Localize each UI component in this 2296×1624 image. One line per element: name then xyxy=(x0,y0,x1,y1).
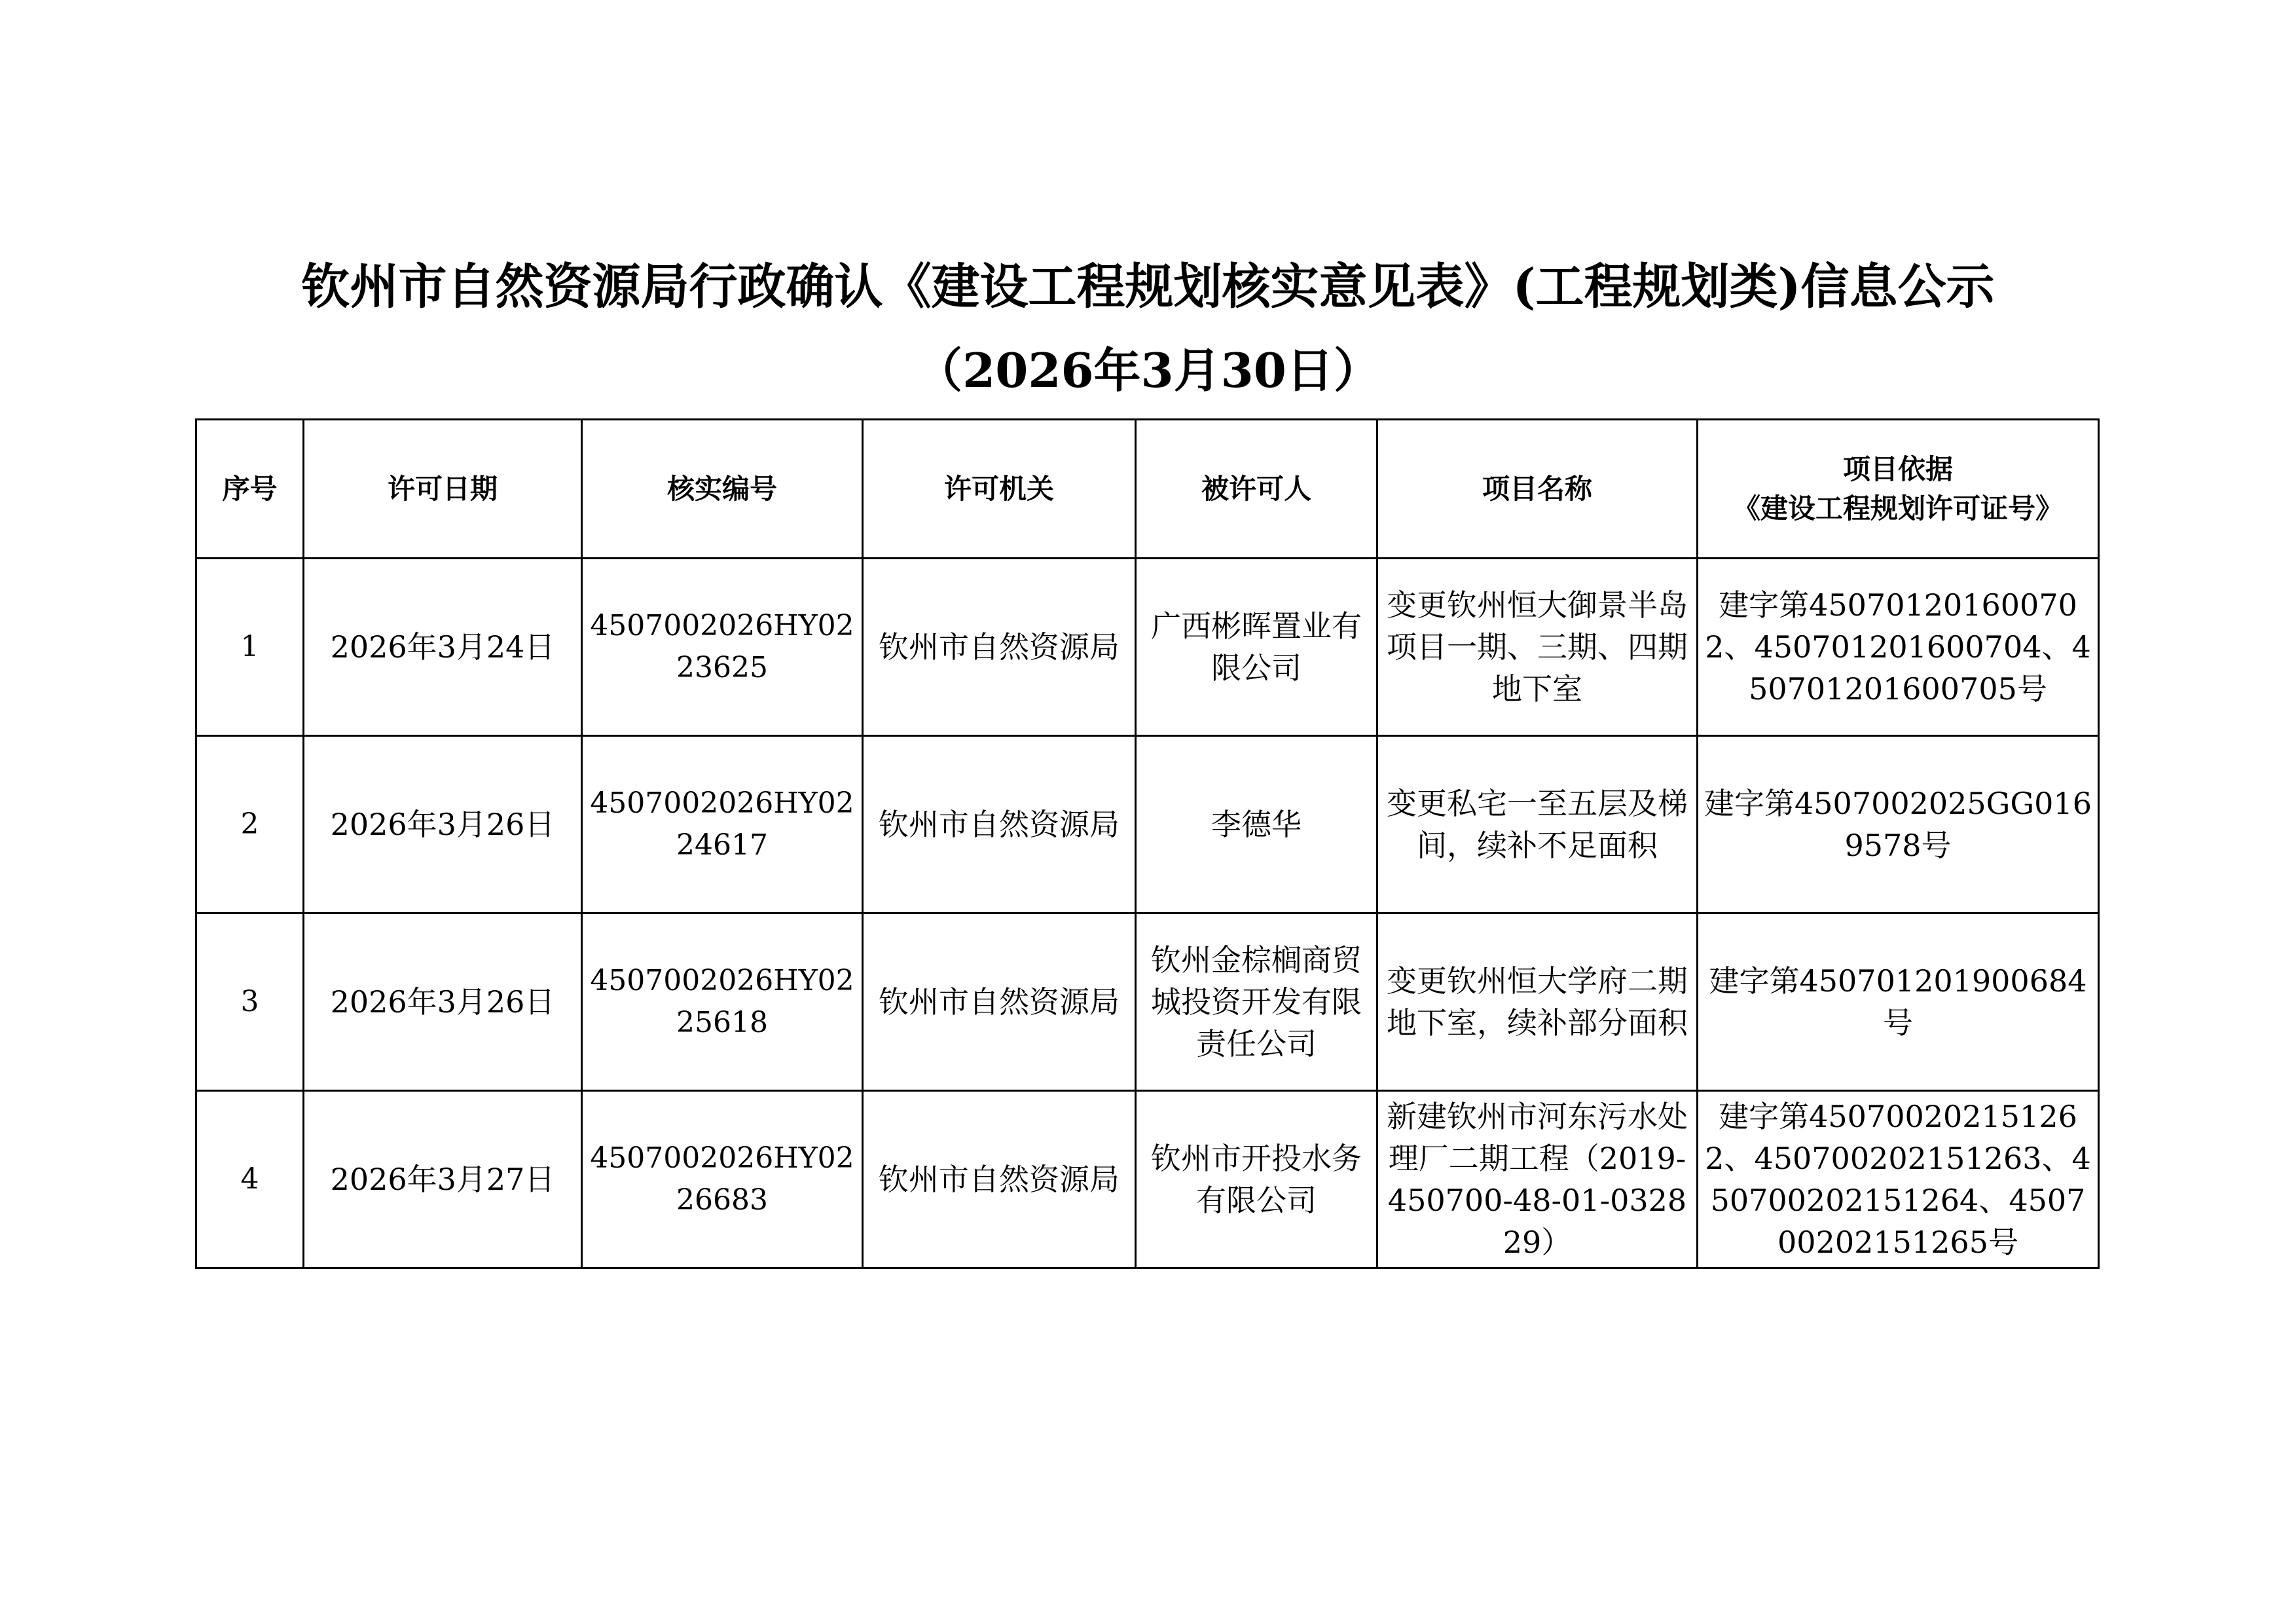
document-title: 钦州市自然资源局行政确认《建设工程规划核实意见表》(工程规划类)信息公示 xyxy=(301,259,1995,315)
header-authority: 许可机关 xyxy=(863,420,1136,559)
cell-authority: 钦州市自然资源局 xyxy=(863,736,1136,913)
cell-permit-date: 2026年3月24日 xyxy=(304,559,582,736)
table-row xyxy=(196,736,2099,913)
cell-verify-no: 4507002026HY0225618 xyxy=(582,913,863,1091)
permit-info-table xyxy=(195,418,2100,1269)
cell-seq: 1 xyxy=(196,559,304,736)
cell-authority: 钦州市自然资源局 xyxy=(863,913,1136,1091)
document-date-subtitle: （2026年3月30日） xyxy=(915,342,1381,398)
cell-verify-no: 4507002026HY0224617 xyxy=(582,736,863,913)
cell-permit-date: 2026年3月27日 xyxy=(304,1091,582,1268)
cell-basis: 建字第450700202151262、450700202151263、450700202151264、450700202151265号 xyxy=(1698,1091,2099,1268)
cell-authority: 钦州市自然资源局 xyxy=(863,1091,1136,1268)
table-row xyxy=(196,559,2099,736)
cell-licensee: 广西彬晖置业有限公司 xyxy=(1136,559,1377,736)
cell-basis: 建字第450701201600702、450701201600704、450701201600705号 xyxy=(1698,559,2099,736)
cell-seq: 2 xyxy=(196,736,304,913)
cell-licensee: 李德华 xyxy=(1136,736,1377,913)
cell-permit-date: 2026年3月26日 xyxy=(304,913,582,1091)
header-permit-date: 许可日期 xyxy=(304,420,582,559)
header-basis xyxy=(1698,420,2099,559)
header-basis-line1: 项目依据 xyxy=(1842,452,1953,485)
cell-permit-date: 2026年3月26日 xyxy=(304,736,582,913)
cell-licensee: 钦州市开投水务有限公司 xyxy=(1136,1091,1377,1268)
table-row xyxy=(196,1091,2099,1268)
table-row xyxy=(196,913,2099,1091)
header-seq: 序号 xyxy=(196,420,304,559)
cell-project-name: 新建钦州市河东污水处理厂二期工程（2019-450700-48-01-032829） xyxy=(1377,1091,1698,1268)
header-row xyxy=(196,420,2099,559)
cell-licensee: 钦州金棕榈商贸城投资开发有限责任公司 xyxy=(1136,913,1377,1091)
header-project-name: 项目名称 xyxy=(1377,420,1698,559)
cell-verify-no: 4507002026HY0223625 xyxy=(582,559,863,736)
cell-seq: 3 xyxy=(196,913,304,1091)
header-licensee: 被许可人 xyxy=(1136,420,1377,559)
header-basis-line2: 《建设工程规划许可证号》 xyxy=(1732,492,2063,525)
cell-project-name: 变更钦州恒大学府二期地下室，续补部分面积 xyxy=(1377,913,1698,1091)
table-header xyxy=(196,420,2099,559)
table-body xyxy=(196,559,2099,1268)
cell-authority: 钦州市自然资源局 xyxy=(863,559,1136,736)
cell-basis: 建字第450701201900684号 xyxy=(1698,913,2099,1091)
cell-basis: 建字第4507002025GG0169578号 xyxy=(1698,736,2099,913)
cell-seq: 4 xyxy=(196,1091,304,1268)
cell-project-name: 变更钦州恒大御景半岛项目一期、三期、四期地下室 xyxy=(1377,559,1698,736)
cell-verify-no: 4507002026HY0226683 xyxy=(582,1091,863,1268)
header-verify-no: 核实编号 xyxy=(582,420,863,559)
cell-project-name: 变更私宅一至五层及梯间，续补不足面积 xyxy=(1377,736,1698,913)
